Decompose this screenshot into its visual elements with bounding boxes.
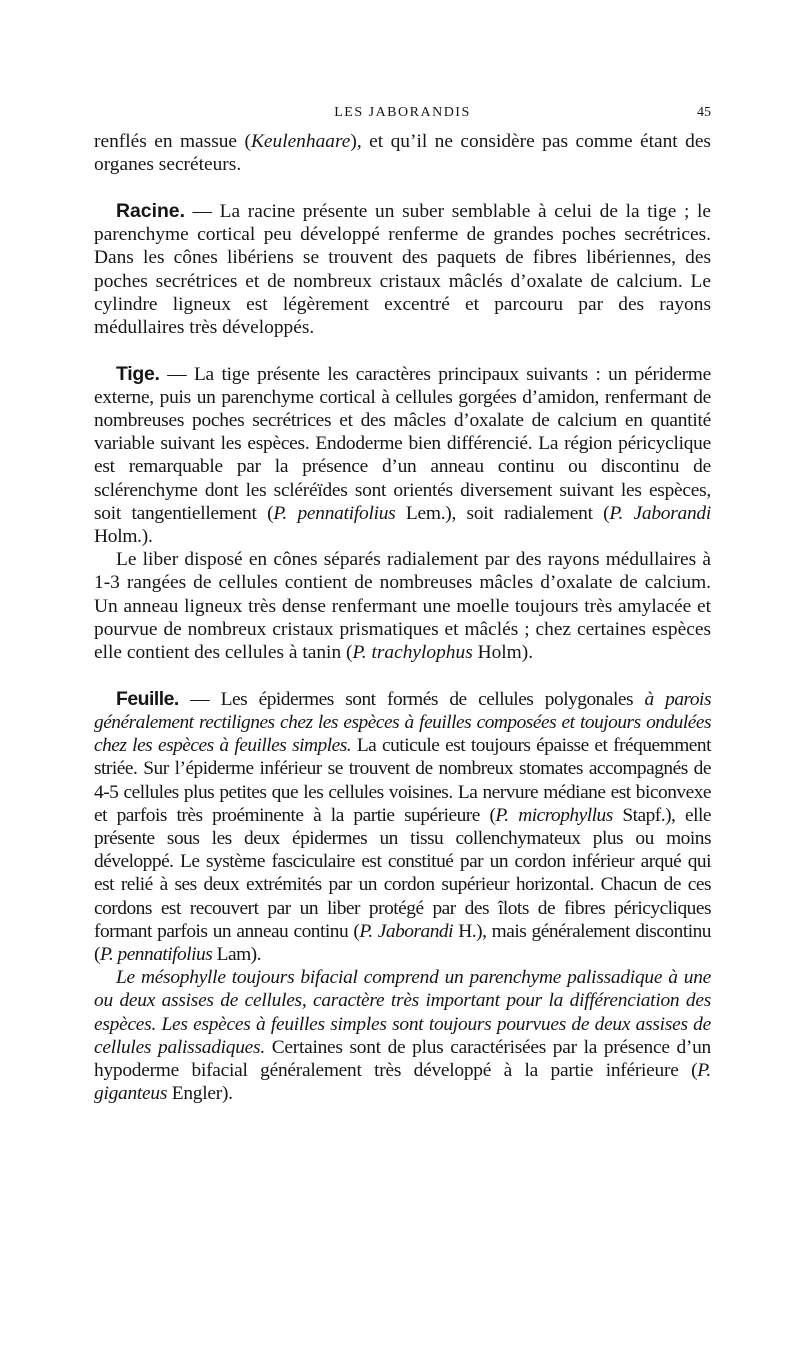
paragraph-mesophylle: Le mésophylle toujours bifacial comprend un parenchyme palissadique à une ou deux assises de cellules, caractère très important pour la différenciation des espèces. Les espèces à feuilles simples sont toujours pourvues de deux assises de cellules palissadiques. Certaines sont de plus caractérisées par la présence d’un hypoderme bifacial généralement très développé à la partie inférieure (P. giganteus Engler).	[94, 967, 712, 1105]
running-header	[94, 105, 711, 129]
section-heading-tige: Tige.	[116, 362, 160, 385]
paragraph-racine: Racine. — La racine présente un suber semblable à celui de la tige ; le parenchyme cortical peu développé renferme de grandes poches secrétrices. Dans les cônes libériens se trouvent des paquets de fibres libériennes, des poches secrétrices et de nombreux cristaux mâclés d’oxalate de calcium. Le cylindre ligneux est légèrement excentré et parcouru par des rayons médullaires très développés.	[94, 199, 711, 338]
section-heading-feuille: Feuille.	[116, 687, 179, 710]
paragraph-feuille: Feuille. — Les épidermes sont formés de cellules polygonales à parois généralement rectilignes chez les espèces à feuilles composées et toujours ondulées chez les espèces à feuilles simples. La cuticule est toujours épaisse et fréquemment striée. Sur l’épiderme inférieur se trouvent de nombreux stomates accompagnés de 4-5 cellules plus petites que les cellules voisines. La nervure médiane est biconvexe et parfois très proéminente à la partie supérieure (P. microphyllus Stapf.), elle présente sous les deux épidermes un tissu collenchymateux plus ou moins développé. Le système fasciculaire est constitué par un cordon inférieur arqué qui est relié à ses deux extrémités par un cordon supérieur horizontal. Chacun de ces cordons est recouvert par un liber protégé par des îlots de fibres péricycliques formant parfois un anneau continu (P. Jaborandi H.), mais généralement discontinu (P. pennatifolius Lam).	[94, 687, 711, 965]
section-heading-racine: Racine.	[116, 199, 185, 222]
page-number: 45	[697, 105, 711, 120]
running-title: LES JABORANDIS	[334, 105, 471, 120]
paragraph-liber: Le liber disposé en cônes séparés radialement par des rayons médullaires à 1-3 rangées de cellules contient de nombreuses mâcles d’oxalate de calcium. Un anneau ligneux très dense renfermant une moelle toujours très amylacée et pourvue de nombreux cristaux prismatiques et mâclés ; chez certaines espèces elle contient des cellules à tanin (P. trachylophus Holm).	[94, 549, 711, 664]
paragraph-tige: Tige. — La tige présente les caractères principaux suivants : un périderme externe, puis un parenchyme cortical à cellules gorgées d’amidon, renfermant de nombreuses poches secrétrices et des mâcles d’oxalate de calcium en quantité variable suivant les espèces. Endoderme bien différencié. La région péricyclique est remarquable par la présence d’un anneau continu ou discontinu de sclérenchyme dont les scléréïdes sont orientés diversement suivant les espèces, soit tangentiellement (P. pennatifolius Lem.), soit radialement (P. Jaborandi Holm.).	[94, 362, 711, 548]
body-text	[94, 130, 711, 1105]
paragraph-continuation: renflés en massue (Keulenhaare), et qu’il ne considère pas comme étant des organes secréteurs.	[94, 131, 711, 176]
